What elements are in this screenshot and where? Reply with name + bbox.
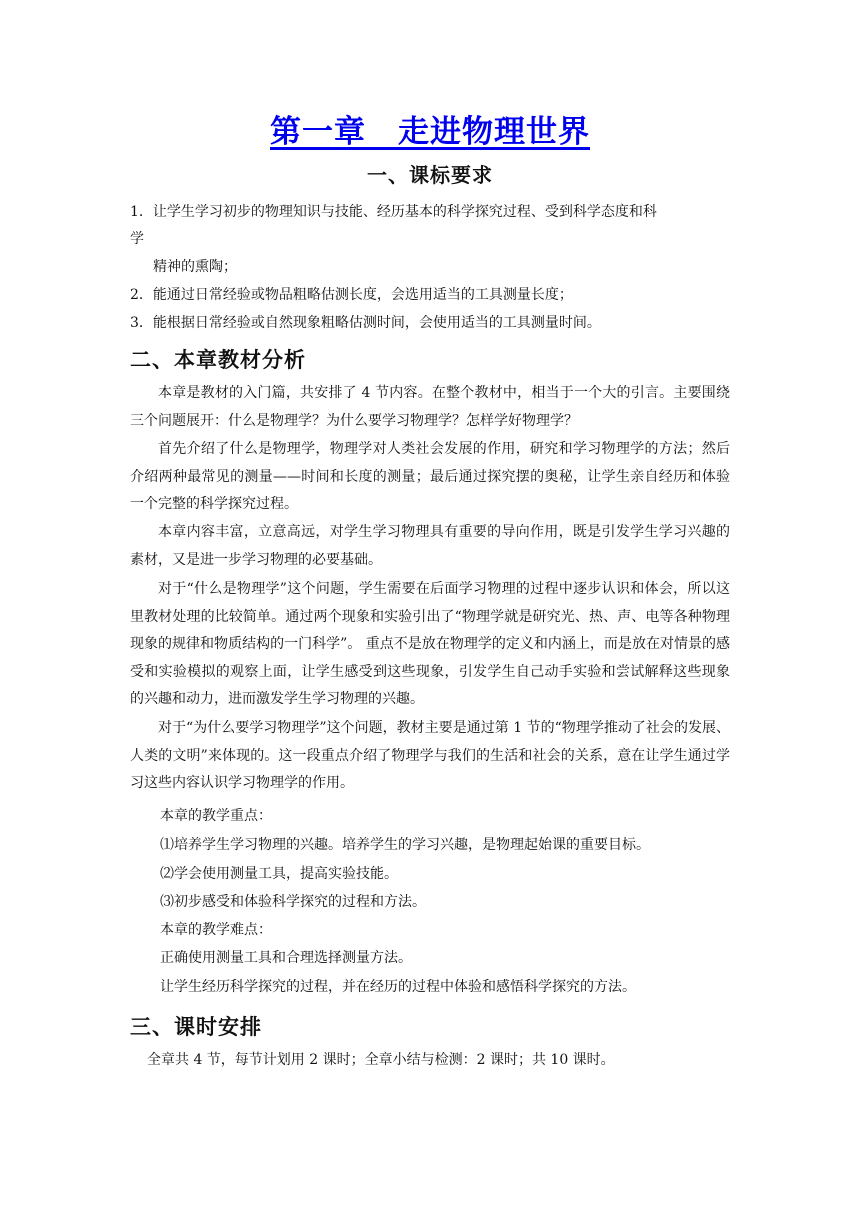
section3-heading: 三、课时安排 <box>130 1015 262 1039</box>
analysis-paragraph-2: 首先介绍了什么是物理学，物理学对人类社会发展的作用，研究和学习物理学的方法；然后介绍两种最常见的测量——时间和长度的测量；最后通过探究摆的奥秘，让学生亲自经历和体验一个完整的科学探究过程。 <box>130 441 730 512</box>
section1-heading: 一、课标要求 <box>367 163 493 187</box>
analysis-paragraph-1: 本章是教材的入门篇，共安排了 4 节内容。在整个教材中，相当于一个大的引言。主要围绕三个问题展开：什么是物理学？为什么要学习物理学？怎样学好物理学？ <box>130 385 730 429</box>
difficulty-1: 正确使用测量工具和合理选择测量方法。 <box>160 950 412 966</box>
key-point-1: ⑴培养学生学习物理的兴趣。培养学生的学习兴趣，是物理起始课的重要目标。 <box>160 837 650 853</box>
chapter-title[interactable]: 第一章 走进物理世界 <box>270 114 590 150</box>
schedule-text: 全章共 4 节，每节计划用 2 课时；全章小结与检测：2 课时；共 10 课时。 <box>147 1052 615 1068</box>
difficulty-label: 本章的教学难点： <box>160 922 272 938</box>
analysis-paragraph-3: 本章内容丰富，立意高远，对学生学习物理具有重要的导向作用，既是引发学生学习兴趣的素材，又是进一步学习物理的必要基础。 <box>130 524 730 568</box>
analysis-paragraph-4: 对于“什么是物理学”这个问题，学生需要在后面学习物理的过程中逐步认识和体会，所以这里教材处理的比较简单。通过两个现象和实验引出了“物理学就是研究光、热、声、电等各种物理现象的规律和物质结构的一门科学”。 重点不是放在物理学的定义和内涵上，而是放在对情景的感受和实验模拟的观察上面，让学生感受到这些现象，引发学生自己动手实验和尝试解释这些现象的兴趣和动力，进而激发学生学习物理的兴趣。 <box>130 581 730 707</box>
requirement-item-1-line-1: 1．让学生学习初步的物理知识与技能、经历基本的科学探究过程、受到科学态度和科 <box>130 204 657 220</box>
analysis-paragraph-5: 对于“为什么要学习物理学”这个问题，教材主要是通过第 1 节的“物理学推动了社会的发展、人类的文明”来体现的。这一段重点介绍了物理学与我们的生活和社会的关系，意在让学生通过学习这些内容认识学习物理学的作用。 <box>130 720 730 791</box>
requirement-item-2: 2．能通过日常经验或物品粗略估测长度，会选用适当的工具测量长度； <box>130 287 573 303</box>
requirement-item-3: 3．能根据日常经验或自然现象粗略估测时间，会使用适当的工具测量时间。 <box>130 315 601 331</box>
difficulty-2: 让学生经历科学探究的过程，并在经历的过程中体验和感悟科学探究的方法。 <box>160 979 636 995</box>
requirement-item-1-line-2: 学 <box>130 231 144 247</box>
section2-heading: 二、本章教材分析 <box>130 348 306 372</box>
key-points-label: 本章的教学重点： <box>160 808 272 824</box>
key-point-3: ⑶初步感受和体验科学探究的过程和方法。 <box>160 894 426 910</box>
key-point-2: ⑵学会使用测量工具，提高实验技能。 <box>160 866 398 882</box>
requirement-item-1-line-3: 精神的熏陶； <box>153 259 237 275</box>
